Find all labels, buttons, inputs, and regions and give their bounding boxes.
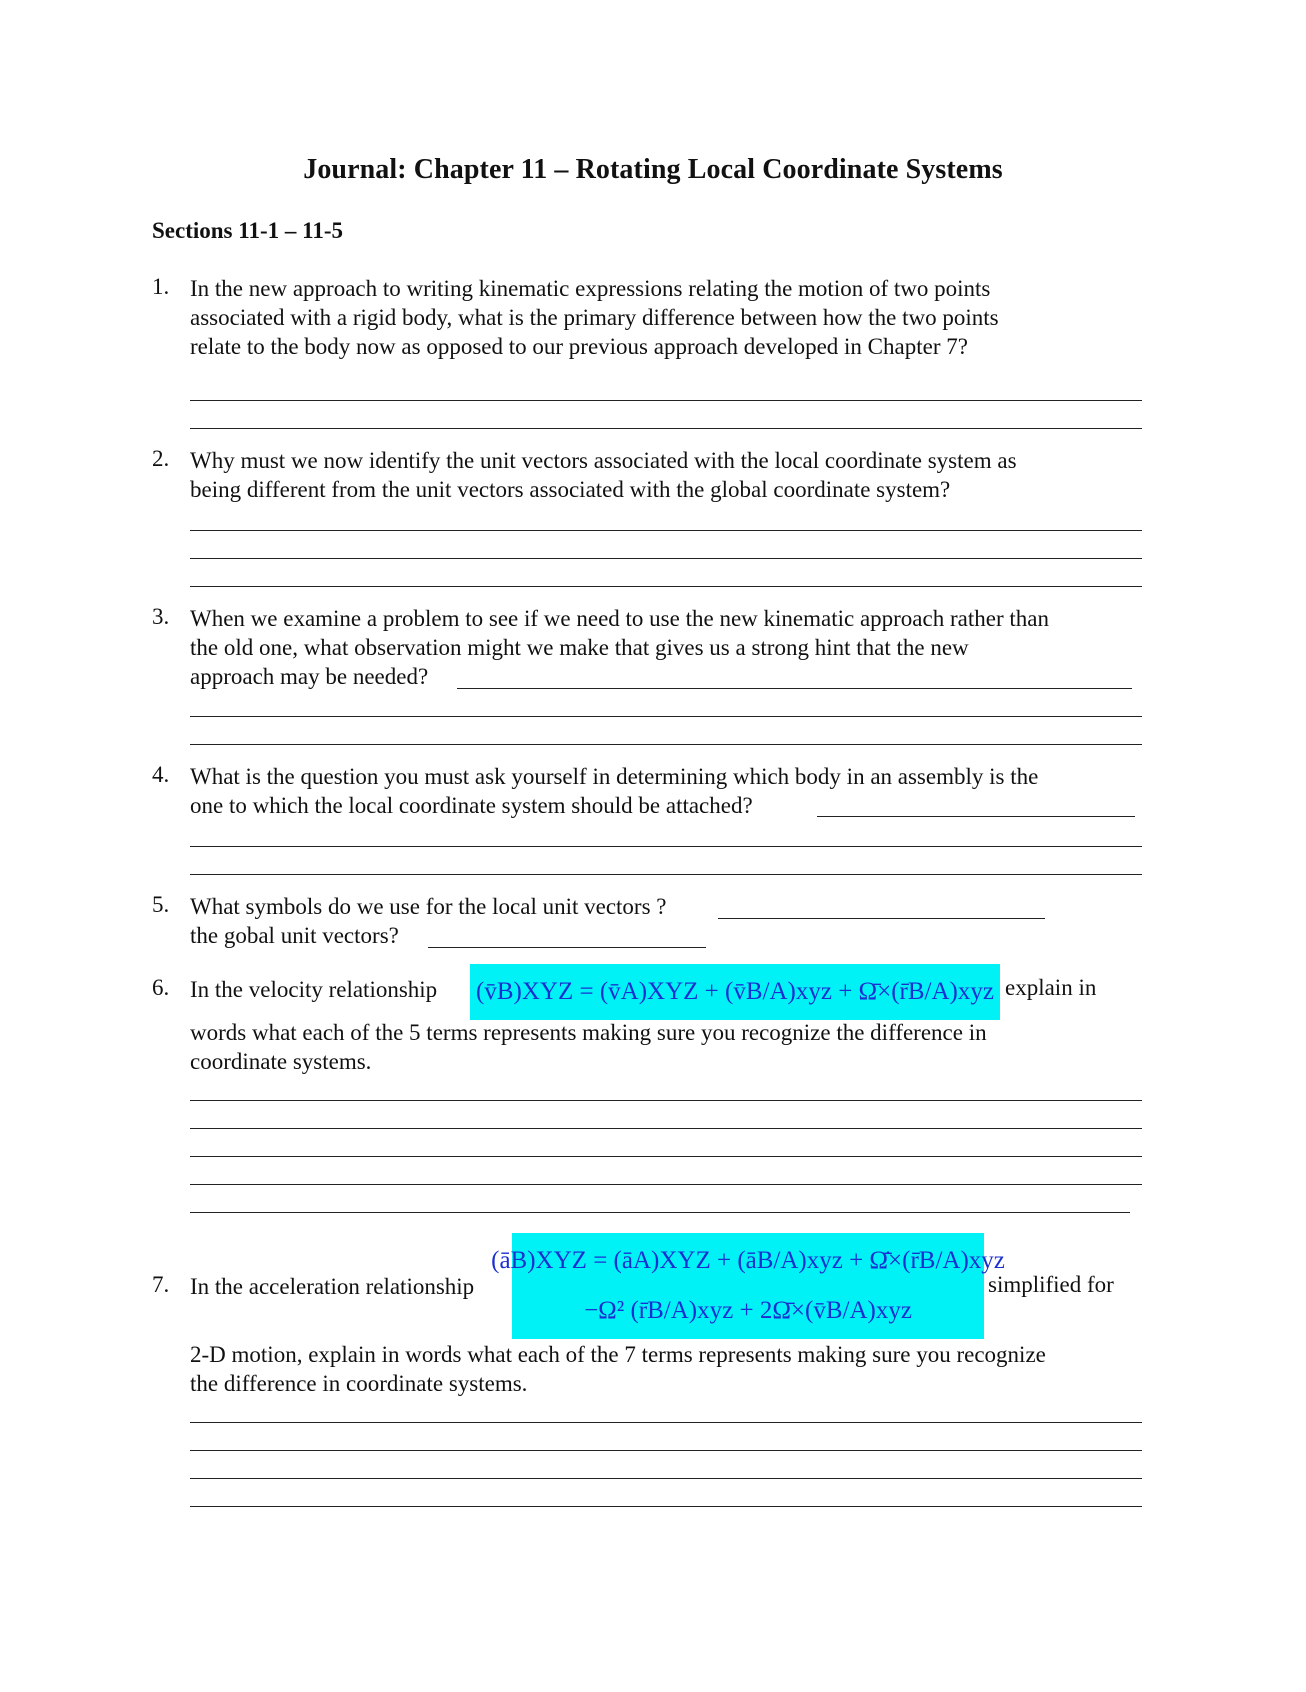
question-5-number: 5. bbox=[152, 892, 170, 917]
question-6-line-2: coordinate systems. bbox=[190, 1049, 372, 1074]
question-2-line-1: Why must we now identify the unit vectors associated with the local coordinate system as bbox=[190, 448, 1017, 473]
answer-line[interactable] bbox=[190, 744, 1142, 745]
question-6-number: 6. bbox=[152, 975, 170, 1000]
answer-line[interactable] bbox=[190, 558, 1142, 559]
question-3-number: 3. bbox=[152, 604, 170, 629]
question-3-line-1: When we examine a problem to see if we need to use the new kinematic approach rather than bbox=[190, 606, 1049, 631]
question-1-text bbox=[190, 274, 999, 361]
question-7-trail: simplified for bbox=[988, 1272, 1114, 1297]
section-heading: Sections 11-1 – 11-5 bbox=[152, 218, 344, 243]
question-4-text bbox=[190, 762, 1038, 820]
answer-line[interactable] bbox=[190, 530, 1142, 531]
acceleration-equation-line-1: (āB)XYZ = (āA)XYZ + (āB/A)xyz + Ω̄̇×(r̄B/A)xyz bbox=[491, 1247, 1005, 1274]
question-4-line-2: one to which the local coordinate system should be attached? bbox=[190, 793, 753, 818]
question-3-line-2: the old one, what observation might we make that gives us a strong hint that the new bbox=[190, 635, 969, 660]
question-6-trail: explain in bbox=[1005, 975, 1097, 1000]
answer-line[interactable] bbox=[190, 716, 1142, 717]
page-title: Journal: Chapter 11 – Rotating Local Coordinate Systems bbox=[303, 154, 1003, 185]
answer-line[interactable] bbox=[190, 1478, 1142, 1479]
question-7-number: 7. bbox=[152, 1272, 170, 1297]
answer-line-inline[interactable] bbox=[718, 918, 1045, 919]
answer-line[interactable] bbox=[190, 400, 1142, 401]
answer-line[interactable] bbox=[190, 1156, 1142, 1157]
answer-line[interactable] bbox=[190, 1506, 1142, 1507]
answer-line-inline[interactable] bbox=[428, 947, 706, 948]
answer-line[interactable] bbox=[190, 846, 1142, 847]
question-4-line-1: What is the question you must ask yourself in determining which body in an assembly is the bbox=[190, 764, 1039, 789]
question-2-line-2: being different from the unit vectors associated with the global coordinate system? bbox=[190, 477, 951, 502]
answer-line-inline[interactable] bbox=[817, 816, 1135, 817]
question-3-text bbox=[190, 604, 1049, 691]
answer-line-inline[interactable] bbox=[457, 688, 1132, 689]
question-1-line-3: relate to the body now as opposed to our previous approach developed in Chapter 7? bbox=[190, 334, 968, 359]
question-4-number: 4. bbox=[152, 762, 170, 787]
answer-line[interactable] bbox=[190, 1422, 1142, 1423]
question-2-number: 2. bbox=[152, 446, 170, 471]
question-1-number: 1. bbox=[152, 274, 170, 299]
acceleration-equation bbox=[491, 1233, 1005, 1339]
velocity-equation: (v̄B)XYZ = (v̄A)XYZ + (v̄B/A)xyz + Ω̄×(r̄B/A)xyz bbox=[470, 964, 1000, 1020]
question-3-line-3: approach may be needed? bbox=[190, 664, 429, 689]
question-6-text bbox=[190, 1018, 987, 1076]
question-1-line-2: associated with a rigid body, what is the primary difference between how the two points bbox=[190, 305, 999, 330]
question-2-text bbox=[190, 446, 1017, 504]
answer-line[interactable] bbox=[190, 586, 1142, 587]
question-6-lead: In the velocity relationship bbox=[190, 977, 438, 1002]
question-1-line-1: In the new approach to writing kinematic expressions relating the motion of two points bbox=[190, 276, 991, 301]
question-5-line-1: What symbols do we use for the local unit vectors ? bbox=[190, 894, 667, 919]
answer-line[interactable] bbox=[190, 1212, 1130, 1213]
question-7-text bbox=[190, 1340, 1046, 1398]
question-7-line-2: the difference in coordinate systems. bbox=[190, 1371, 528, 1396]
question-7-lead: In the acceleration relationship bbox=[190, 1274, 475, 1299]
question-7-line-1: 2-D motion, explain in words what each of the 7 terms represents making sure you recognize bbox=[190, 1342, 1046, 1367]
answer-line[interactable] bbox=[190, 1184, 1142, 1185]
answer-line[interactable] bbox=[190, 428, 1142, 429]
question-6-line-1: words what each of the 5 terms represents making sure you recognize the difference in bbox=[190, 1020, 987, 1045]
answer-line[interactable] bbox=[190, 1128, 1142, 1129]
answer-line[interactable] bbox=[190, 874, 1142, 875]
answer-line[interactable] bbox=[190, 1100, 1142, 1101]
question-5-line-2: the gobal unit vectors? bbox=[190, 923, 399, 948]
answer-line[interactable] bbox=[190, 1450, 1142, 1451]
question-5-text bbox=[190, 892, 667, 950]
acceleration-equation-line-2: −Ω² (r̄B/A)xyz + 2Ω̄×(v̄B/A)xyz bbox=[584, 1297, 912, 1324]
